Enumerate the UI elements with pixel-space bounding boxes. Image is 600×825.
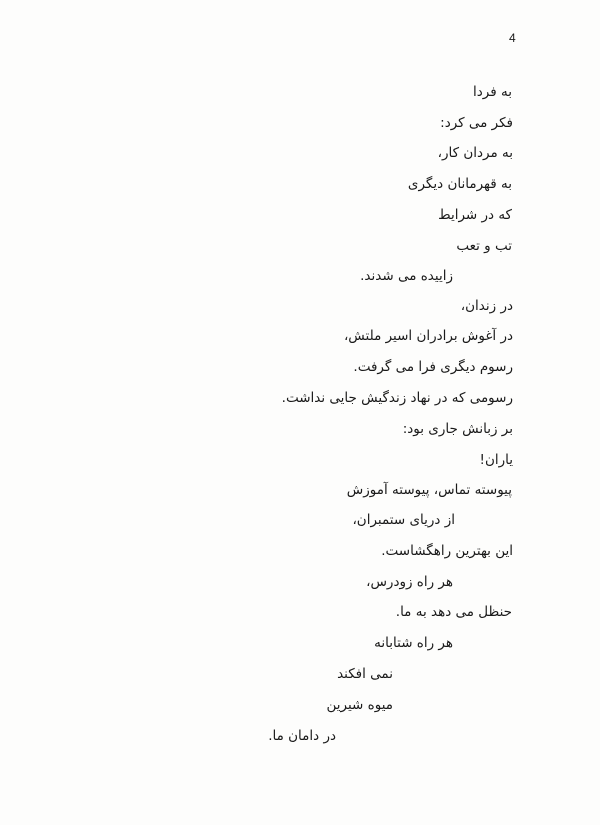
- poem-line-7: زاییده می شدند.: [360, 268, 453, 284]
- poem-line-11: رسومی که در نهاد زندگیش جایی نداشت.: [281, 390, 513, 406]
- poem-line-12: بر زبانش جاری بود:: [402, 421, 513, 437]
- poem-line-13: یاران!: [479, 452, 513, 468]
- poem-line-18: حنظل می دهد به ما.: [395, 604, 512, 620]
- poem-line-17: هر راه زودرس،: [366, 574, 453, 590]
- poem-line-2: فکر می کرد:: [440, 115, 513, 131]
- poem-line-14: پیوسته تماس، پیوسته آموزش: [346, 482, 512, 498]
- poem-line-9: در آغوش برادران اسیر ملتش،: [343, 328, 513, 344]
- poem-line-22: در دامان ما.: [268, 728, 336, 744]
- poem-line-21: میوه شیرین: [326, 697, 393, 713]
- poem-line-10: رسوم دیگری فرا می گرفت.: [353, 359, 513, 375]
- poem-line-20: نمی افکند: [337, 666, 393, 682]
- page-number: 4: [509, 31, 516, 45]
- poem-line-4: به قهرمانان دیگری: [407, 176, 512, 192]
- poem-line-19: هر راه شتابانه: [374, 635, 453, 651]
- poem-line-3: به مردان کار،: [437, 145, 513, 161]
- poem-line-8: در زندان،: [460, 298, 513, 314]
- poem-line-5: که در شرایط: [438, 207, 512, 223]
- poem-line-15: از دریای ستمبران،: [352, 512, 455, 528]
- poem-line-16: این بهترین راهگشاست.: [381, 543, 513, 559]
- poem-line-6: تب و تعب: [456, 238, 512, 254]
- poem-line-1: به فردا: [473, 84, 512, 100]
